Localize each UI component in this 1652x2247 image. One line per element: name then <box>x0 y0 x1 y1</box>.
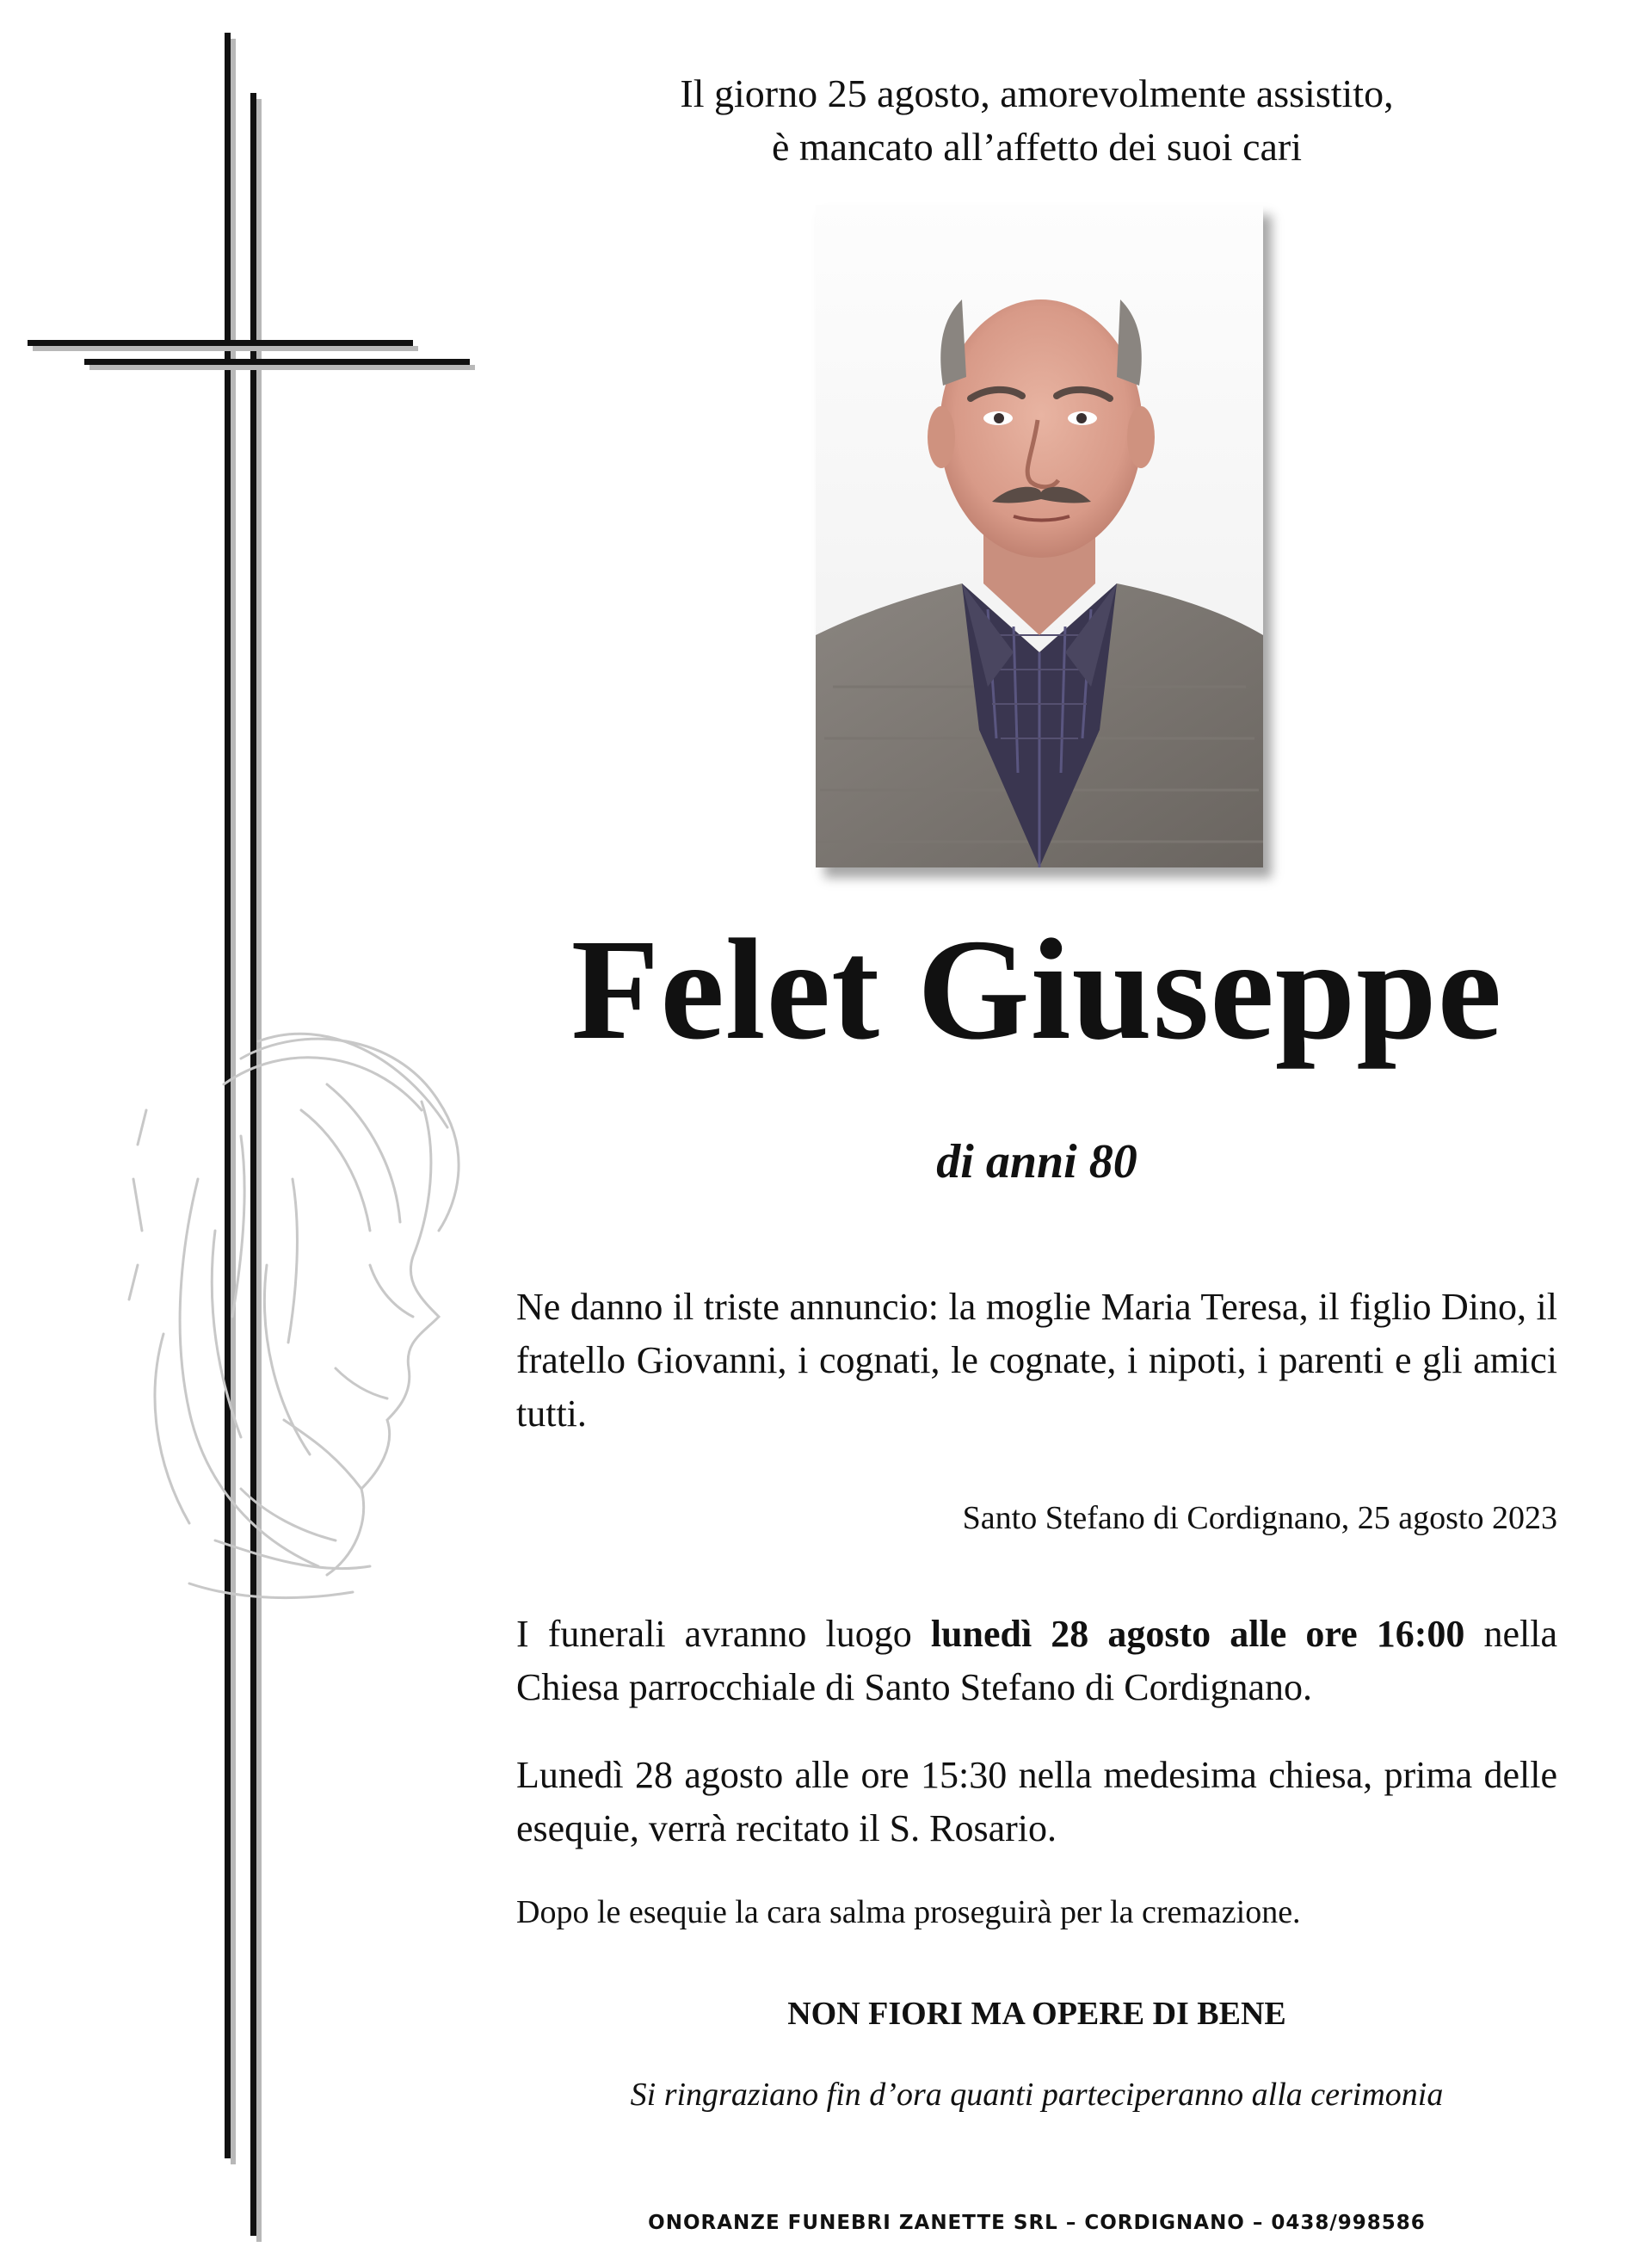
funeral-details <box>516 1608 1557 1714</box>
no-flowers-note: NON FIORI MA OPERE DI BENE <box>787 1996 1286 2032</box>
funeral-home-footer: ONORANZE FUNEBRI ZANETTE SRL – CORDIGNANO – 0438/998586 <box>648 2212 1426 2234</box>
intro-text <box>516 67 1557 174</box>
announcement-text: Ne danno il triste annuncio: la moglie Maria Teresa, il figlio Dino, il fratello Giovanni, i cognati, le cognate, i nipoti, i parenti e gli amici tutti. <box>516 1286 1557 1435</box>
funeral-date-time: lunedì 28 agosto alle ore 16:00 <box>930 1613 1465 1655</box>
intro-line-1: Il giorno 25 agosto, amorevolmente assistito, <box>680 71 1394 115</box>
place-date: Santo Stefano di Cordignano, 25 agosto 2023 <box>962 1500 1557 1536</box>
deceased-name: Felet Giuseppe <box>570 910 1503 1070</box>
thanks-note: Si ringraziano fin d’ora quanti parteciperanno alla cerimonia <box>630 2077 1444 2113</box>
portrait-photo <box>816 205 1263 867</box>
funeral-text-before: I funerali avranno luogo <box>516 1613 931 1655</box>
intro-line-2: è mancato all’affetto dei suoi cari <box>771 125 1303 169</box>
cremation-note: Dopo le esequie la cara salma proseguirà per la cremazione. <box>516 1894 1301 1930</box>
funeral-text-after: nella Chiesa parrocchiale di Santo Stefano di Cordignano. <box>516 1613 1557 1708</box>
rosary-details: Lunedì 28 agosto alle ore 15:30 nella medesima chiesa, prima delle esequie, verrà recitato il S. Rosario. <box>516 1754 1557 1849</box>
christ-sketch-illustration <box>112 1007 490 1644</box>
deceased-age: di anni 80 <box>936 1135 1137 1188</box>
